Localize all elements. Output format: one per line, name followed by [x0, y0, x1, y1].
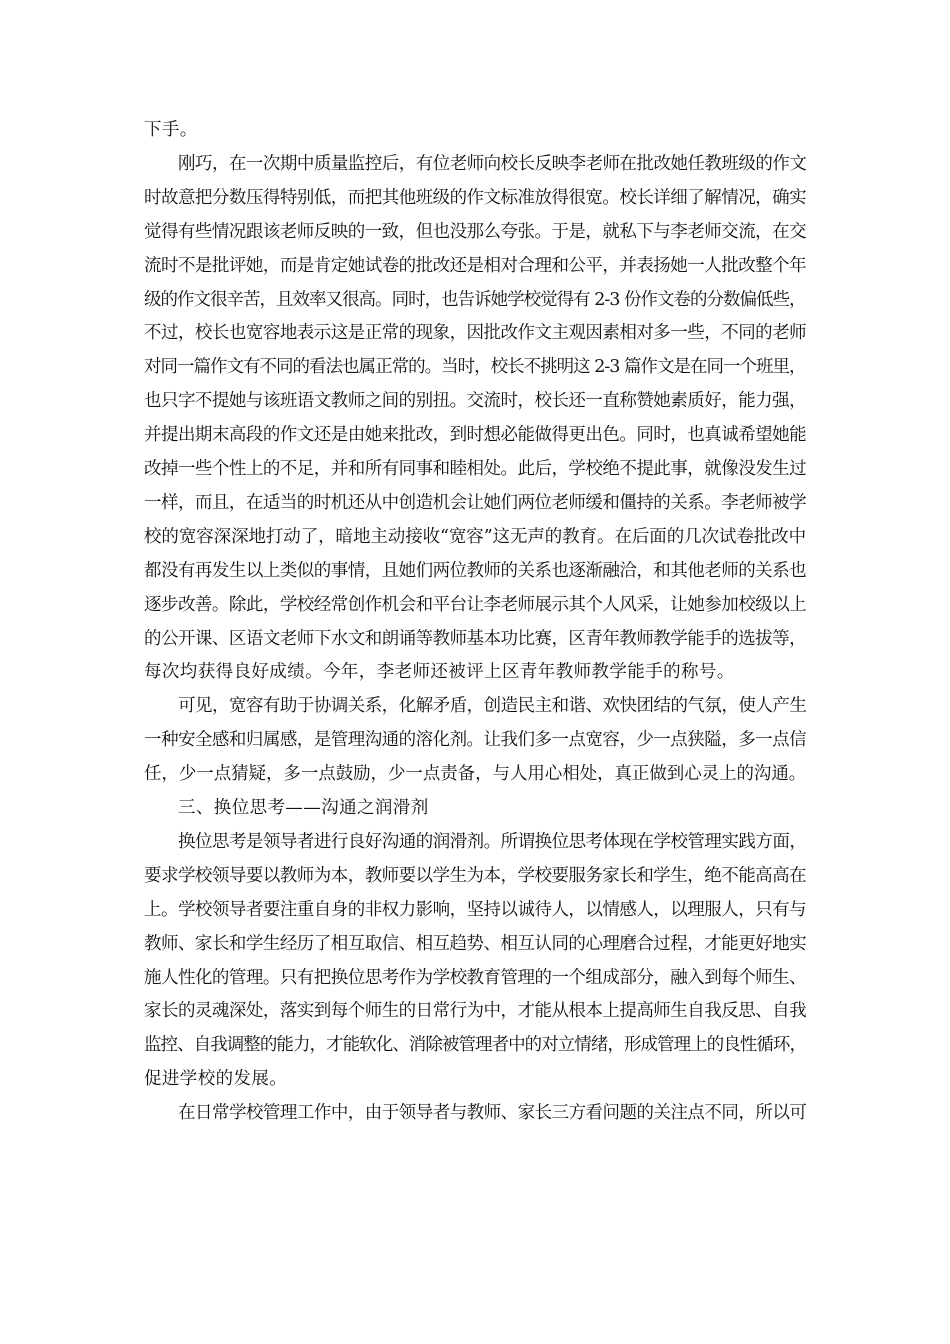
- paragraph-first-line: 在日常学校管理工作中，由于领导者与教师、家长三方看问题的关注点不同，所以可: [178, 1103, 807, 1123]
- paragraph-line: 任，少一点猜疑，多一点鼓励，少一点责备，与人用心相处，真正做到心灵上的沟通。: [144, 764, 807, 784]
- paragraph-line: 一种安全感和归属感，是管理沟通的溶化剂。让我们多一点宽容，少一点狭隘，多一点信: [144, 730, 807, 750]
- paragraph-line: 改掉一些个性上的不足，并和所有同事和睦相处。此后，学校绝不提此事，就像没发生过: [144, 459, 807, 479]
- paragraph-first-line: 可见，宽容有助于协调关系，化解矛盾，创造民主和谐、欢快团结的气氛，使人产生: [178, 696, 807, 716]
- paragraph-line: 级的作文很辛苦，且效率又很高。同时，也告诉她学校觉得有 2-3 份作文卷的分数偏低些，: [144, 290, 806, 310]
- paragraph-line: 促进学校的发展。: [144, 1069, 288, 1089]
- paragraph-line: 上。学校领导者要注重自身的非权力影响，坚持以诚待人，以情感人，以理服人，只有与: [144, 900, 807, 920]
- paragraph-line: 要求学校领导要以教师为本，教师要以学生为本，学校要服务家长和学生，绝不能高高在: [144, 866, 807, 886]
- paragraph-line: 的公开课、区语文老师下水文和朗诵等教师基本功比赛，区青年教师教学能手的选拔等，: [144, 629, 807, 649]
- paragraph-line: 也只字不提她与该班语文教师之间的别扭。交流时，校长还一直称赞她素质好，能力强，: [144, 391, 807, 411]
- paragraph-line: 施人性化的管理。只有把换位思考作为学校教育管理的一个组成部分，融入到每个师生、: [144, 968, 807, 988]
- paragraph-line: 逐步改善。除此，学校经常创作机会和平台让李老师展示其个人风采，让她参加校级以上: [144, 595, 807, 615]
- paragraph-line: 流时不是批评她，而是肯定她试卷的批改还是相对合理和公平，并表扬她一人批改整个年: [144, 256, 807, 276]
- paragraph-line: 下手。: [144, 120, 198, 140]
- paragraph-line: 每次均获得良好成绩。今年，李老师还被评上区青年教师教学能手的称号。: [144, 662, 735, 682]
- paragraph-line: 监控、自我调整的能力，才能软化、消除被管理者中的对立情绪，形成管理上的良性循环，: [144, 1035, 806, 1055]
- paragraph-line: 时故意把分数压得特别低，而把其他班级的作文标准放得很宽。校长详细了解情况，确实: [144, 188, 807, 208]
- paragraph-line: 并提出期末高段的作文还是由她来批改，到时想必能做得更出色。同时，也真诚希望她能: [144, 425, 807, 445]
- paragraph-line: 觉得有些情况跟该老师反映的一致，但也没那么夸张。于是，就私下与李老师交流，在交: [144, 222, 807, 242]
- paragraph-line: 一样，而且，在适当的时机还从中创造机会让她们两位老师缓和僵持的关系。李老师被学: [144, 493, 807, 513]
- paragraph-line: 家长的灵魂深处，落实到每个师生的日常行为中，才能从根本上提高师生自我反思、自我: [144, 1001, 807, 1021]
- paragraph-line: 对同一篇作文有不同的看法也属正常的。当时，校长不挑明这 2-3 篇作文是在同一个班里，: [144, 357, 806, 377]
- paragraph-line: 不过，校长也宽容地表示这是正常的现象，因批改作文主观因素相对多一些，不同的老师: [144, 323, 807, 343]
- paragraph-first-line: 换位思考是领导者进行良好沟通的润滑剂。所谓换位思考体现在学校管理实践方面，: [178, 832, 807, 852]
- paragraph-line: 教师、家长和学生经历了相互取信、相互趋势、相互认同的心理磨合过程，才能更好地实: [144, 934, 807, 954]
- paragraph-first-line: 三、换位思考——沟通之润滑剂: [178, 798, 429, 818]
- paragraph-first-line: 刚巧，在一次期中质量监控后，有位老师向校长反映李老师在批改她任教班级的作文: [178, 154, 807, 174]
- paragraph-line: 校的宽容深深地打动了，暗地主动接收“宽容”这无声的教育。在后面的几次试卷批改中: [144, 527, 806, 547]
- paragraph-line: 都没有再发生以上类似的事情，且她们两位教师的关系也逐渐融洽，和其他老师的关系也: [144, 561, 807, 581]
